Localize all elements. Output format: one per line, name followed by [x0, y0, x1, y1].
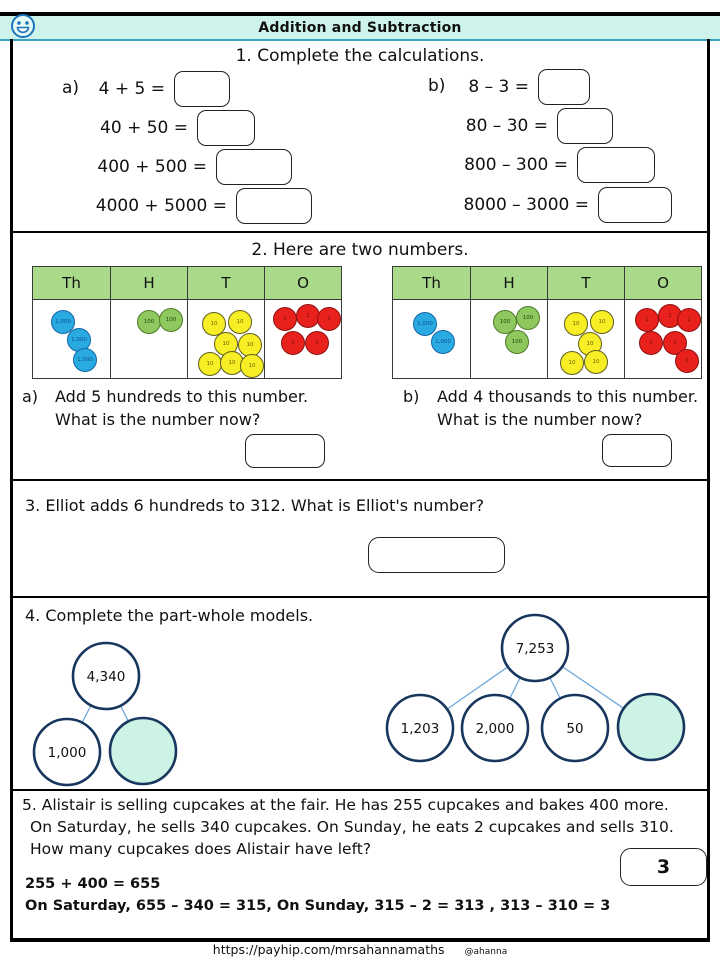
part-a-label: a) — [62, 78, 80, 98]
column-header-t: T — [547, 267, 624, 300]
part-circle-empty[interactable] — [110, 718, 176, 784]
hundreds-counter — [516, 306, 540, 330]
tens-cell — [187, 300, 264, 378]
counter-label: 100 — [511, 339, 523, 345]
answer-value: 3 — [656, 856, 671, 878]
answer-box-a4[interactable] — [236, 188, 312, 224]
counter-label: 1 — [315, 340, 319, 346]
counter-label: 1 — [673, 340, 677, 346]
calc-row-b2 — [420, 107, 613, 144]
answer-box-2b[interactable] — [602, 434, 672, 467]
counter-label: 10 — [598, 319, 606, 325]
counter-label: 10 — [586, 341, 594, 347]
question-line: Add 5 hundreds to this number. — [55, 387, 309, 406]
tens-counter — [584, 350, 608, 374]
column-header-o: O — [624, 267, 701, 300]
part-whole-model-1 — [10, 628, 230, 793]
counter-label: 100 — [165, 317, 177, 323]
question-line: What is the number now? — [55, 410, 261, 429]
part-value: 2,000 — [475, 721, 515, 737]
tens-counter — [240, 354, 264, 378]
calc-row-a2 — [60, 109, 255, 146]
answer-box-b2[interactable] — [557, 108, 613, 144]
hundreds-counter — [137, 310, 161, 334]
counter-label: 10 — [210, 321, 218, 327]
answer-box-5[interactable] — [620, 848, 707, 886]
part-b-label: b) — [428, 76, 446, 96]
working-line-1: 255 + 400 = 655 — [25, 876, 161, 892]
ones-counter — [273, 307, 297, 331]
ones-counter — [281, 331, 305, 355]
footer-handle: @ahanna — [464, 947, 508, 957]
counter-label: 1,000 — [71, 337, 87, 343]
whole-value: 7,253 — [515, 641, 555, 657]
footer-url: https://payhip.com/mrsahannamaths — [212, 942, 445, 957]
header-bar — [0, 16, 720, 41]
equation-text: 4000 + 5000 = — [95, 195, 227, 216]
counter-label: 100 — [522, 315, 534, 321]
counter-label: 1 — [327, 316, 331, 322]
equation-text: 400 + 500 = — [97, 156, 207, 177]
calc-row-a3 — [60, 148, 292, 185]
counter-label: 10 — [572, 321, 580, 327]
equation-text: 40 + 50 = — [100, 117, 188, 138]
counter-label: 1 — [645, 317, 649, 323]
counter-label: 1 — [668, 313, 672, 319]
tens-cell — [547, 300, 624, 378]
answer-box-3[interactable] — [368, 537, 505, 573]
counter-label: 100 — [143, 319, 155, 325]
answer-box-b3[interactable] — [577, 147, 655, 183]
section-divider — [10, 596, 710, 598]
ones-counter — [675, 349, 699, 373]
part-value: 1,203 — [400, 721, 440, 737]
counter-label: 1 — [687, 317, 691, 323]
smiley-icon — [10, 13, 36, 39]
counter-label: 1,000 — [417, 321, 433, 327]
tens-counter — [228, 310, 252, 334]
ones-counter — [635, 308, 659, 332]
section5-question-line: 5. Alistair is selling cupcakes at the fair. He has 255 cupcakes and bakes 400 more. — [22, 796, 669, 814]
counter-label: 1,000 — [55, 319, 71, 325]
section3-question: 3. Elliot adds 6 hundreds to 312. What is Elliot's number? — [25, 496, 485, 515]
question-a-label: a) — [22, 387, 39, 406]
ones-counter — [305, 331, 329, 355]
answer-box-a1[interactable] — [174, 71, 230, 107]
column-header-h: H — [110, 267, 187, 300]
thousands-cell — [33, 300, 110, 378]
section-divider — [10, 789, 710, 791]
question-a-text — [55, 385, 308, 431]
column-header-th: Th — [33, 267, 110, 300]
working-line-2: On Saturday, 655 – 340 = 315, On Sunday, 315 – 2 = 313 , 313 – 310 = 3 — [25, 898, 611, 914]
answer-box-a2[interactable] — [197, 110, 255, 146]
whole-value: 4,340 — [86, 669, 126, 685]
thousands-counter — [431, 330, 455, 354]
section-divider — [10, 231, 710, 233]
counter-label: 1 — [283, 316, 287, 322]
counter-label: 1 — [306, 313, 310, 319]
ones-cell — [624, 300, 701, 378]
equation-text: 80 – 30 = — [465, 115, 548, 136]
ones-counter — [677, 308, 701, 332]
hundreds-cell — [110, 300, 187, 378]
counter-label: 100 — [499, 319, 511, 325]
hundreds-counter — [159, 308, 183, 332]
hundreds-cell — [470, 300, 547, 378]
part-circle-empty[interactable] — [618, 694, 684, 760]
equation-text: 8 – 3 = — [468, 76, 529, 97]
page-title: Addition and Subtraction — [258, 19, 462, 36]
section2-heading: 2. Here are two numbers. — [251, 240, 469, 260]
column-header-t: T — [187, 267, 264, 300]
column-header-h: H — [470, 267, 547, 300]
ones-counter — [639, 331, 663, 355]
tens-counter — [560, 351, 584, 375]
section-divider — [10, 479, 710, 481]
place-value-chart-1 — [32, 266, 342, 379]
column-header-o: O — [264, 267, 341, 300]
section5-question-line: How many cupcakes does Alistair have left? — [30, 840, 372, 858]
equation-text: 800 – 300 = — [464, 154, 568, 175]
calc-row-b4 — [420, 186, 672, 223]
section4-heading: 4. Complete the part-whole models. — [25, 606, 314, 625]
part-value: 1,000 — [47, 745, 87, 761]
place-value-chart-2 — [392, 266, 702, 379]
counter-label: 1 — [291, 340, 295, 346]
answer-box-2a[interactable] — [245, 434, 325, 468]
thousands-counter — [73, 348, 97, 372]
tens-counter — [590, 310, 614, 334]
section5-question-line: On Saturday, he sells 340 cupcakes. On Sunday, he eats 2 cupcakes and sells 310. — [30, 818, 674, 836]
counter-label: 10 — [568, 360, 576, 366]
thousands-cell — [393, 300, 470, 378]
counter-label: 10 — [206, 361, 214, 367]
counter-label: 10 — [222, 341, 230, 347]
question-line: What is the number now? — [437, 410, 643, 429]
answer-box-a3[interactable] — [216, 149, 292, 185]
counter-label: 10 — [246, 342, 254, 348]
footer — [0, 942, 720, 957]
answer-box-b1[interactable] — [538, 69, 590, 105]
calc-row-b3 — [420, 146, 655, 183]
question-b-label: b) — [403, 387, 420, 406]
thousands-counter — [413, 312, 437, 336]
equation-text: 4 + 5 = — [98, 78, 165, 99]
equation-text: 8000 – 3000 = — [463, 194, 589, 215]
part-whole-model-2 — [380, 612, 710, 792]
counter-label: 1 — [685, 358, 689, 364]
calc-row-a1 — [60, 70, 230, 107]
counter-label: 1,000 — [435, 339, 451, 345]
column-header-th: Th — [393, 267, 470, 300]
question-line: Add 4 thousands to this number. — [437, 387, 699, 406]
counter-label: 10 — [236, 319, 244, 325]
counter-label: 10 — [228, 360, 236, 366]
counter-label: 10 — [592, 359, 600, 365]
part-value: 50 — [566, 721, 584, 737]
counter-label: 1 — [649, 340, 653, 346]
counter-label: 1,000 — [77, 357, 93, 363]
calc-row-a4 — [60, 187, 312, 224]
answer-box-b4[interactable] — [598, 187, 672, 223]
ones-cell — [264, 300, 341, 378]
ones-counter — [317, 307, 341, 331]
counter-label: 10 — [248, 363, 256, 369]
tens-counter — [198, 352, 222, 376]
section1-heading: 1. Complete the calculations. — [235, 46, 485, 66]
hundreds-counter — [505, 330, 529, 354]
calc-row-b1 — [420, 68, 590, 105]
question-b-text — [437, 385, 698, 431]
